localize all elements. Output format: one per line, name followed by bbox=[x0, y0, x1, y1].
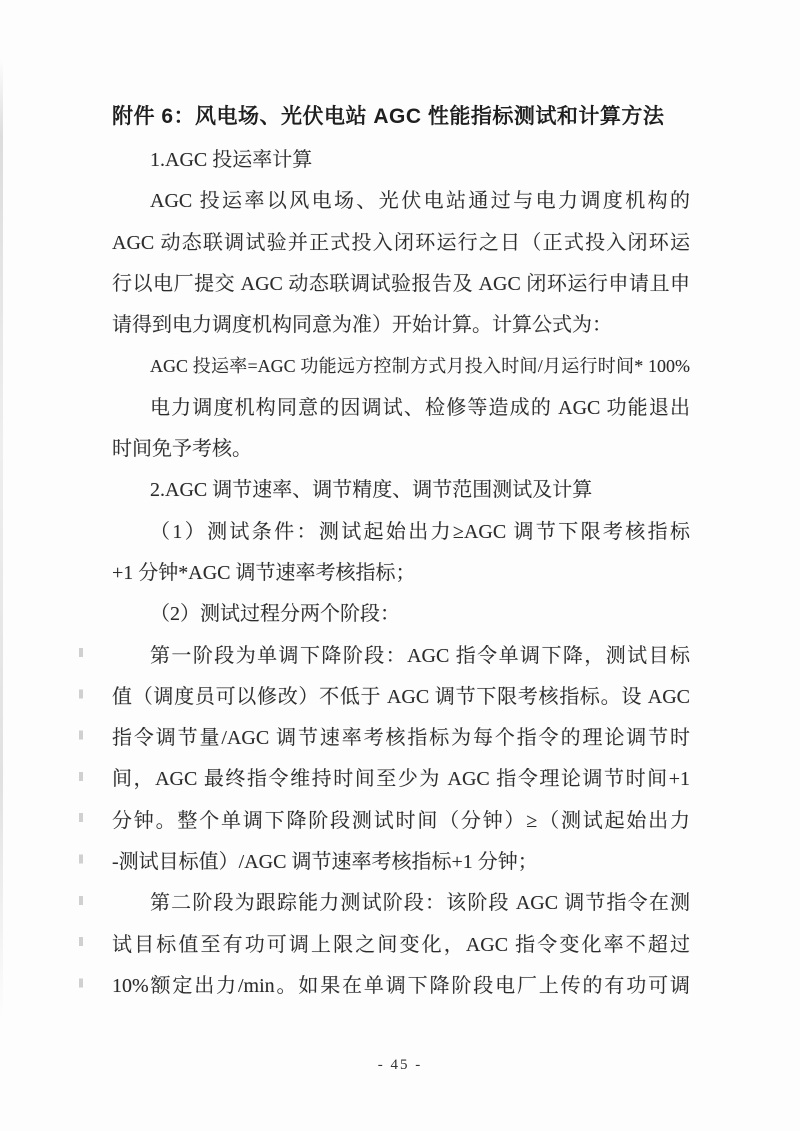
text-line: 值（调度员可以修改）不低于 AGC 调节下限考核指标。设 AGC bbox=[112, 685, 690, 708]
text-line: 10%额定出力/min。如果在单调下降阶段电厂上传的有功可调 bbox=[112, 974, 690, 997]
text-line: 1.AGC 投运率计算 bbox=[150, 149, 313, 171]
text-line: 行以电厂提交 AGC 动态联调试验报告及 AGC 闭环运行申请且申 bbox=[112, 272, 690, 295]
text-line: 第二阶段为跟踪能力测试阶段：该阶段 AGC 调节指令在测 bbox=[150, 892, 690, 915]
page-number: - 45 - bbox=[377, 1057, 423, 1073]
text-line: -测试目标值）/AGC 调节速率考核指标+1 分钟； bbox=[112, 851, 538, 874]
text-line: AGC 动态联调试验并正式投入闭环运行之日（正式投入闭环运 bbox=[112, 231, 690, 254]
document-body bbox=[112, 140, 690, 1007]
text-line: 2.AGC 调节速率、调节精度、调节范围测试及计算 bbox=[150, 479, 593, 502]
text-line: （1）测试条件：测试起始出力≥AGC 调节下限考核指标 bbox=[150, 520, 690, 543]
scan-edge-artifact bbox=[0, 60, 3, 1020]
formula-line: AGC 投运率=AGC 功能远方控制方式月投入时间/月运行时间* 100% bbox=[150, 356, 690, 377]
text-line: 分钟。整个单调下降阶段测试时间（分钟）≥（测试起始出力 bbox=[112, 809, 690, 832]
text-line: 间，AGC 最终指令维持时间至少为 AGC 指令理论调节时间+1 bbox=[112, 768, 690, 791]
text-line: 第一阶段为单调下降阶段：AGC 指令单调下降，测试目标 bbox=[150, 644, 690, 667]
text-line: +1 分钟*AGC 调节速率考核指标； bbox=[112, 561, 416, 584]
page-title: 附件 6：风电场、光伏电站 AGC 性能指标测试和计算方法 bbox=[112, 105, 665, 128]
text-line: （2）测试过程分两个阶段： bbox=[150, 603, 400, 626]
scan-bleed-artifact bbox=[79, 648, 83, 1008]
text-line: 请得到电力调度机构同意为准）开始计算。计算公式为： bbox=[112, 314, 612, 337]
text-line: 指令调节量/AGC 调节速率考核指标为每个指令的理论调节时 bbox=[112, 727, 690, 750]
text-line: AGC 投运率以风电场、光伏电站通过与电力调度机构的 bbox=[150, 190, 690, 213]
text-line: 电力调度机构同意的因调试、检修等造成的 AGC 功能退出 bbox=[150, 396, 690, 419]
text-line: 试目标值至有功可调上限之间变化，AGC 指令变化率不超过 bbox=[112, 933, 690, 956]
text-line: 时间免予考核。 bbox=[112, 438, 252, 461]
